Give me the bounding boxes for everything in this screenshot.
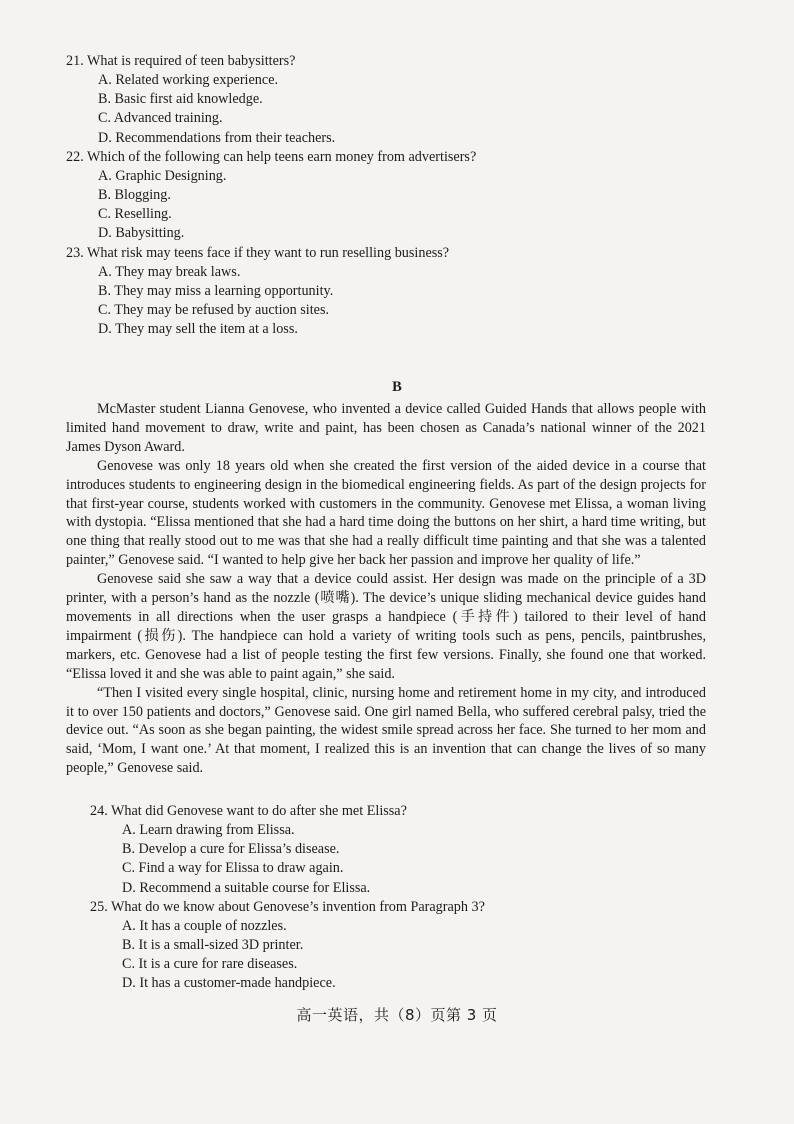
page-footer: 高一英语，共（8）页第 3 页 <box>296 1006 498 1024</box>
question-23: 23. What risk may teens face if they want to run reselling business? <box>66 244 450 261</box>
option: B. Blogging. <box>98 187 171 204</box>
option: B. Develop a cure for Elissa’s disease. <box>122 841 340 858</box>
option: D. They may sell the item at a loss. <box>98 321 298 338</box>
option: C. Advanced training. <box>98 110 223 127</box>
question-group-b <box>90 802 710 994</box>
passage-paragraph-4: “Then I visited every single hospital, clinic, nursing home and retirement home in my city, and introduced it to over 150 patients and doctors,” Genovese said. One girl named Bella, who suffered cerebral palsy, tried the device out. “As soon as she began painting, the widest smile spread across her face. She turned to her mom and said, ‘Mom, I want one.’ At that moment, I realized this is an invention that can change the lives of so many people,” Genovese said. <box>66 684 706 777</box>
option: D. Babysitting. <box>98 225 185 242</box>
passage-paragraph-2: Genovese was only 18 years old when she created the first version of the aided device in a course that introduces students to engineering design in the biomedical engineering fields. As part of the design projects for that first-year course, students worked with customers in the community. Genovese met Elissa, a woman living with dystopia. “Elissa mentioned that she had a hard time doing the buttons on her shirt, a hard time writing, but one thing that really stood out to me was that she had a really difficult time painting and that she was a talented painter,” Genovese said. “I wanted to help give her back her passion and improve her quality of life.” <box>66 457 706 569</box>
option: C. Find a way for Elissa to draw again. <box>122 860 344 877</box>
question-24: 24. What did Genovese want to do after she met Elissa? <box>90 803 407 819</box>
option: A. Related working experience. <box>98 72 279 88</box>
option: B. They may miss a learning opportunity. <box>98 282 334 299</box>
reading-passage <box>66 400 706 778</box>
option: A. It has a couple of nozzles. <box>122 917 287 934</box>
passage-paragraph-1: McMaster student Lianna Genovese, who invented a device called Guided Hands that allows people with limited hand movement to draw, write and paint, has been chosen as Canada’s national winner of the 2021 James Dyson Award. <box>66 401 706 455</box>
passage-paragraph-3: Genovese said she saw a way that a device could assist. Her design was made on the principle of a 3D printer, with a person’s hand as the nozzle (喷嘴). The device’s unique sliding mechanical device guides hand movements in all directions when the user grasps a handpiece (手持件) tailored to their level of hand impairment (损伤). The handpiece can hold a variety of writing tools such as pens, pencils, paintbrushes, markers, etc. Genovese had a list of people testing the first few versions. Finally, she found one that worked. “Elissa loved it and she was able to paint again,” she said. <box>66 571 706 682</box>
option: C. They may be refused by auction sites. <box>98 302 330 319</box>
section-b-title: B <box>392 379 402 395</box>
option: A. They may break laws. <box>98 263 241 280</box>
option: B. Basic first aid knowledge. <box>98 91 263 108</box>
option: D. It has a customer-made handpiece. <box>122 975 336 992</box>
option: D. Recommend a suitable course for Elissa. <box>122 879 371 896</box>
question-25: 25. What do we know about Genovese’s invention from Paragraph 3? <box>90 898 485 915</box>
option: D. Recommendations from their teachers. <box>98 129 336 146</box>
question-21: 21. What is required of teen babysitters? <box>66 53 296 69</box>
question-22: 22. Which of the following can help teens earn money from advertisers? <box>66 148 477 165</box>
option: C. It is a cure for rare diseases. <box>122 956 298 973</box>
option: A. Graphic Designing. <box>98 167 227 184</box>
question-group-a <box>66 52 726 339</box>
option: B. It is a small-sized 3D printer. <box>122 937 304 954</box>
option: A. Learn drawing from Elissa. <box>122 822 295 838</box>
option: C. Reselling. <box>98 206 172 223</box>
